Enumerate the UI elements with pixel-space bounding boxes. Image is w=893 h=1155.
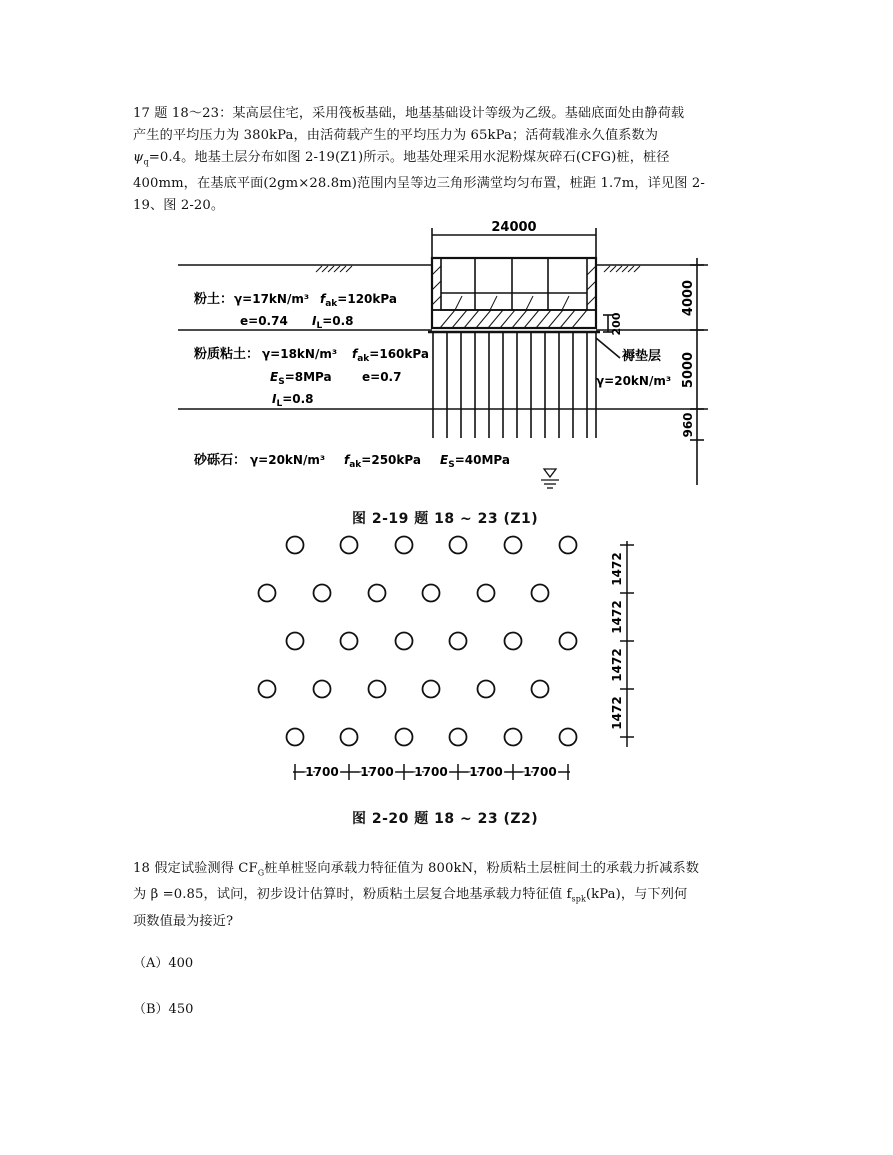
pile-circle (287, 729, 304, 746)
option-b: （B）450 (133, 1002, 194, 1017)
pile-circle (560, 633, 577, 650)
vdim-1: 1472 (610, 552, 624, 586)
pile-circle (450, 537, 467, 554)
pile-circle (560, 537, 577, 554)
pile-circle (396, 729, 413, 746)
figure-2-19 (0, 0, 893, 540)
silt-IL: $I_L=0.8$ (312, 314, 354, 331)
clay-e: e=0.7 (362, 370, 402, 384)
figure-2-20 (0, 530, 893, 800)
pile-circle (505, 729, 522, 746)
fig19-caption: 图 2-19 题 18 ~ 23 (Z1) (352, 511, 539, 527)
question-18 (133, 858, 773, 933)
intro-line-4: 400mm，在基底平面(2gm×28.8m)范围内呈等边三角形满堂均匀布置，桩距 1.7m，详见图 2- (133, 176, 705, 192)
question-line-1: 18 假定试验测得 $CF_G$桩单桩竖向承载力特征值为 800kN，粉质粘土层桩间土的承载力折减系数 (133, 861, 700, 878)
silt-e: e=0.74 (240, 314, 288, 328)
clay-gamma: γ=18kN/m³ (262, 347, 338, 361)
intro-line-5: 19、图 2-20。 (133, 197, 225, 213)
hdim-2: 1700 (360, 765, 394, 779)
pile-circle (369, 585, 386, 602)
cushion-gamma: γ=20kN/m³ (596, 374, 672, 388)
vdim-4: 1472 (610, 696, 624, 730)
hdim-3: 1700 (414, 765, 448, 779)
silt-name: 粉土： (194, 292, 234, 307)
pile-circle (450, 633, 467, 650)
intro-line-3: $\psi_q=0.4$。地基土层分布如图 2-19(Z1)所示。地基处理采用水泥粉煤灰碎石(CFG)桩，桩径 (133, 149, 670, 167)
fig19-dim-5000: 5000 (681, 351, 696, 389)
fig19-dim-960: 960 (681, 412, 695, 438)
option-a: （A）400 (133, 956, 194, 971)
fig19-dim-200: 200 (610, 312, 623, 336)
pile-circle (505, 537, 522, 554)
pile-circle (287, 633, 304, 650)
fig19-width-dim: 24000 (491, 220, 537, 235)
pile-circle (532, 681, 549, 698)
pile-circle (341, 537, 358, 554)
pile-circle (450, 729, 467, 746)
gravel-gamma: γ=20kN/m³ (250, 453, 326, 467)
pile-circle (478, 585, 495, 602)
silt-fak: $f_{ak}=120kPa$ (320, 292, 397, 309)
gravel-fak: $f_{ak}=250kPa$ (344, 453, 421, 470)
intro-line-1: 17 题 18～23：某高层住宅，采用筏板基础，地基基础设计等级为乙级。基础底面处由静荷载 (133, 106, 685, 121)
pile-circle (532, 585, 549, 602)
silt-gamma: γ=17kN/m³ (234, 292, 310, 306)
pile-circle (396, 633, 413, 650)
pile-circle (560, 729, 577, 746)
pile-circle (423, 585, 440, 602)
pile-circle (314, 681, 331, 698)
gravel-name: 砂砾石： (194, 453, 247, 468)
pile-circle (341, 729, 358, 746)
intro-line-2: 产生的平均压力为 380kPa，由活荷载产生的平均压力为 65kPa；活荷载准永久值系数为 (133, 127, 659, 143)
clay-IL: $I_L=0.8$ (272, 392, 314, 409)
question-line-3: 项数值最为接近? (133, 913, 234, 929)
clay-fak: $f_{ak}=160kPa$ (352, 347, 429, 364)
vdim-2: 1472 (610, 600, 624, 634)
fig19-dim-4000: 4000 (681, 279, 696, 317)
pile-circle (314, 585, 331, 602)
hdim-1: 1700 (305, 765, 339, 779)
hdim-5: 1700 (523, 765, 557, 779)
pile-circle (369, 681, 386, 698)
pile-circle (287, 537, 304, 554)
question-line-2: 为 β =0.85，试问，初步设计估算时，粉质粘土层复合地基承载力特征值 $f_{spk}(kPa)$，与下列何 (133, 887, 688, 905)
pile-circle (396, 537, 413, 554)
hdim-4: 1700 (469, 765, 503, 779)
fig20-caption: 图 2-20 题 18 ~ 23 (Z2) (352, 811, 539, 827)
pile-circle (259, 681, 276, 698)
clay-Es: $E_S=8MPa$ (270, 370, 332, 387)
pile-circle (259, 585, 276, 602)
pile-circle (505, 633, 522, 650)
pile-circle (478, 681, 495, 698)
clay-name: 粉质粘土： (194, 347, 260, 362)
vdim-3: 1472 (610, 648, 624, 682)
gravel-Es: $E_S=40MPa$ (440, 453, 510, 470)
pile-circle (423, 681, 440, 698)
pile-circle (341, 633, 358, 650)
cushion-label: 褥垫层 (622, 349, 662, 364)
